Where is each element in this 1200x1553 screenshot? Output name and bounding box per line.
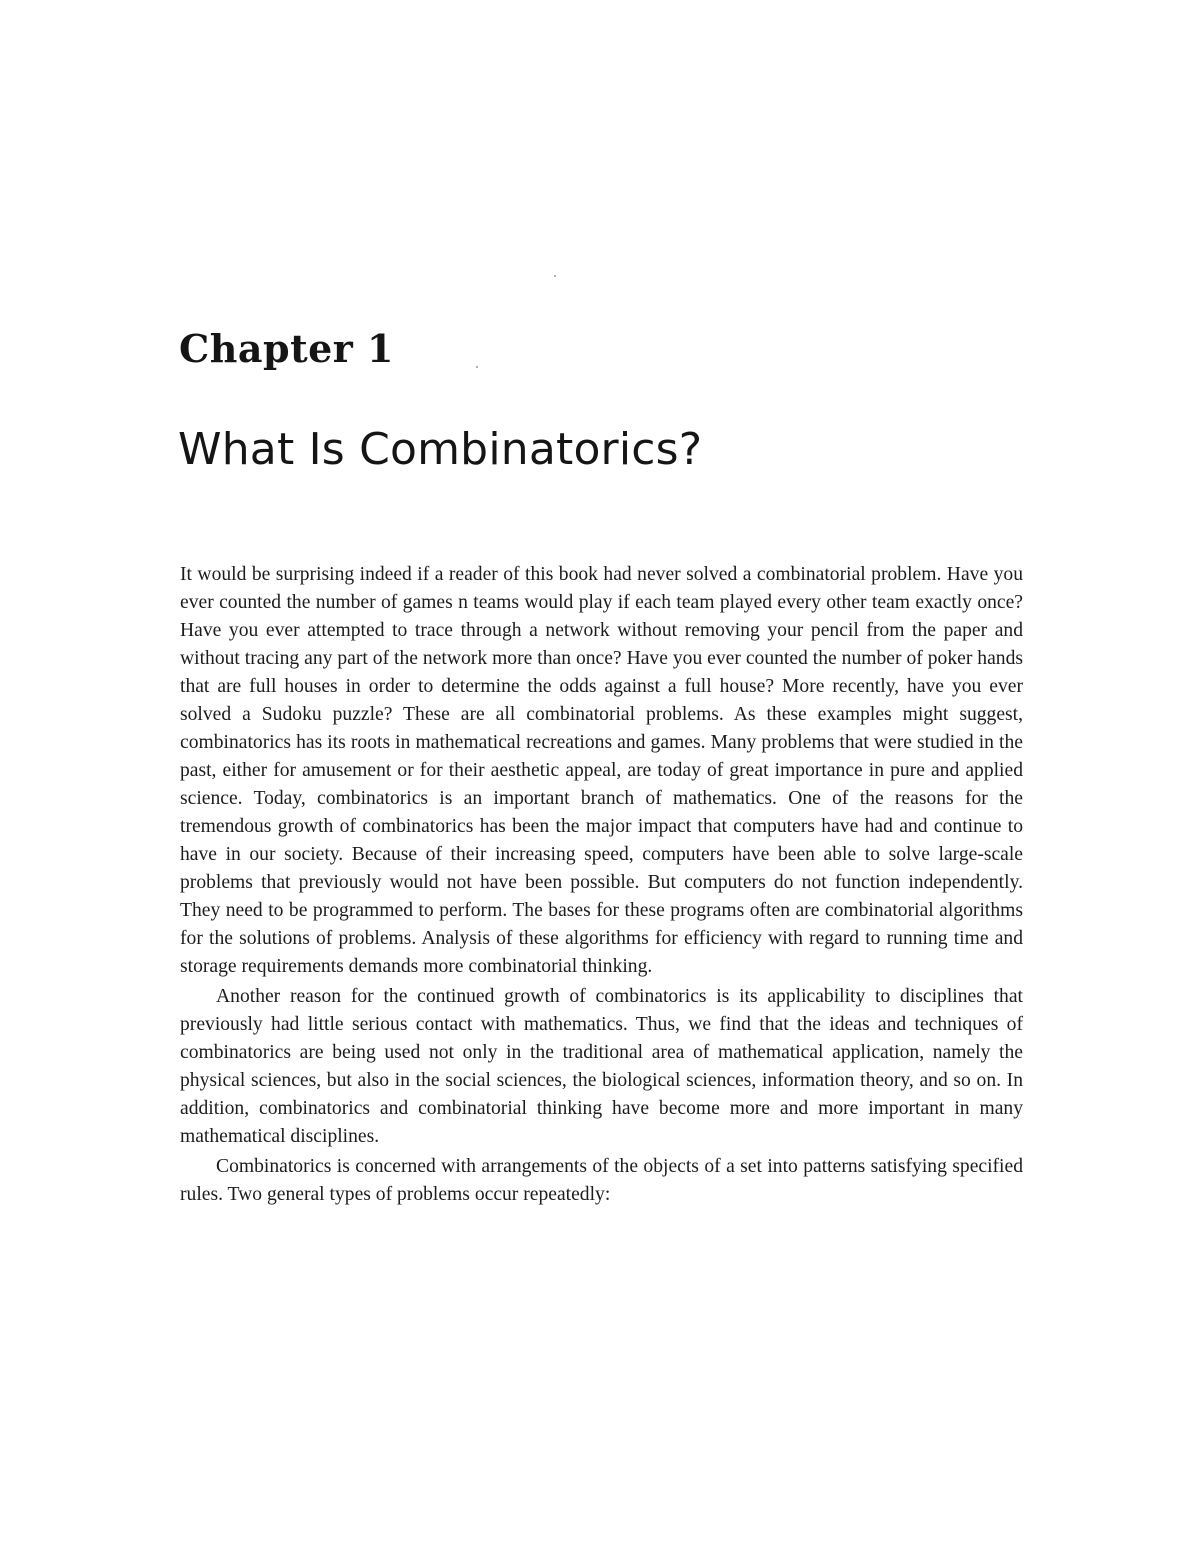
paragraph-1: It would be surprising indeed if a reader of this book had never solved a combinatorial problem. Have you ever counted the number of games n teams would play if each team played every other team exactly once? Have you ever attempted to trace through a network without removing your pencil from the paper and without tracing any part of the network more than once? Have you ever counted the number of poker hands that are full houses in order to determine the odds against a full house? More recently, have you ever solved a Sudoku puzzle? These are all combinatorial problems. As these examples might suggest, combinatorics has its roots in mathematical recreations and games. Many problems that were studied in the past, either for amusement or for their aesthetic appeal, are today of great importance in pure and applied science. Today, combinatorics is an important branch of mathematics. One of the reasons for the tremendous growth of combinatorics has been the major impact that computers have had and continue to have in our society. Because of their increasing speed, computers have been able to solve large-scale problems that previously would not have been possible. But computers do not function independently. They need to be programmed to perform. The bases for these programs often are combinatorial algorithms for the solutions of problems. Analysis of these algorithms for efficiency with regard to running time and storage requirements demands more combinatorial thinking. [180,564,1023,977]
paragraph-2: Another reason for the continued growth of combinatorics is its applicability to disciplines that previously had little serious contact with mathematics. Thus, we find that the ideas and techniques of combinatorics are being used not only in the traditional area of mathematical application, namely the physical sciences, but also in the social sciences, the biological sciences, information theory, and so on. In addition, combinatorics and combinatorial thinking have become more and more important in many mathematical disciplines. [180,986,1023,1147]
chapter-body [180,561,1023,1209]
paragraph-3: Combinatorics is concerned with arrangements of the objects of a set into patterns satisfying specified rules. Two general types of problems occur repeatedly: [180,1156,1023,1205]
chapter-label: Chapter 1 [179,326,394,371]
scan-speck [554,275,556,277]
chapter-title: What Is Combinatorics? [178,424,703,475]
scan-speck [476,366,478,368]
